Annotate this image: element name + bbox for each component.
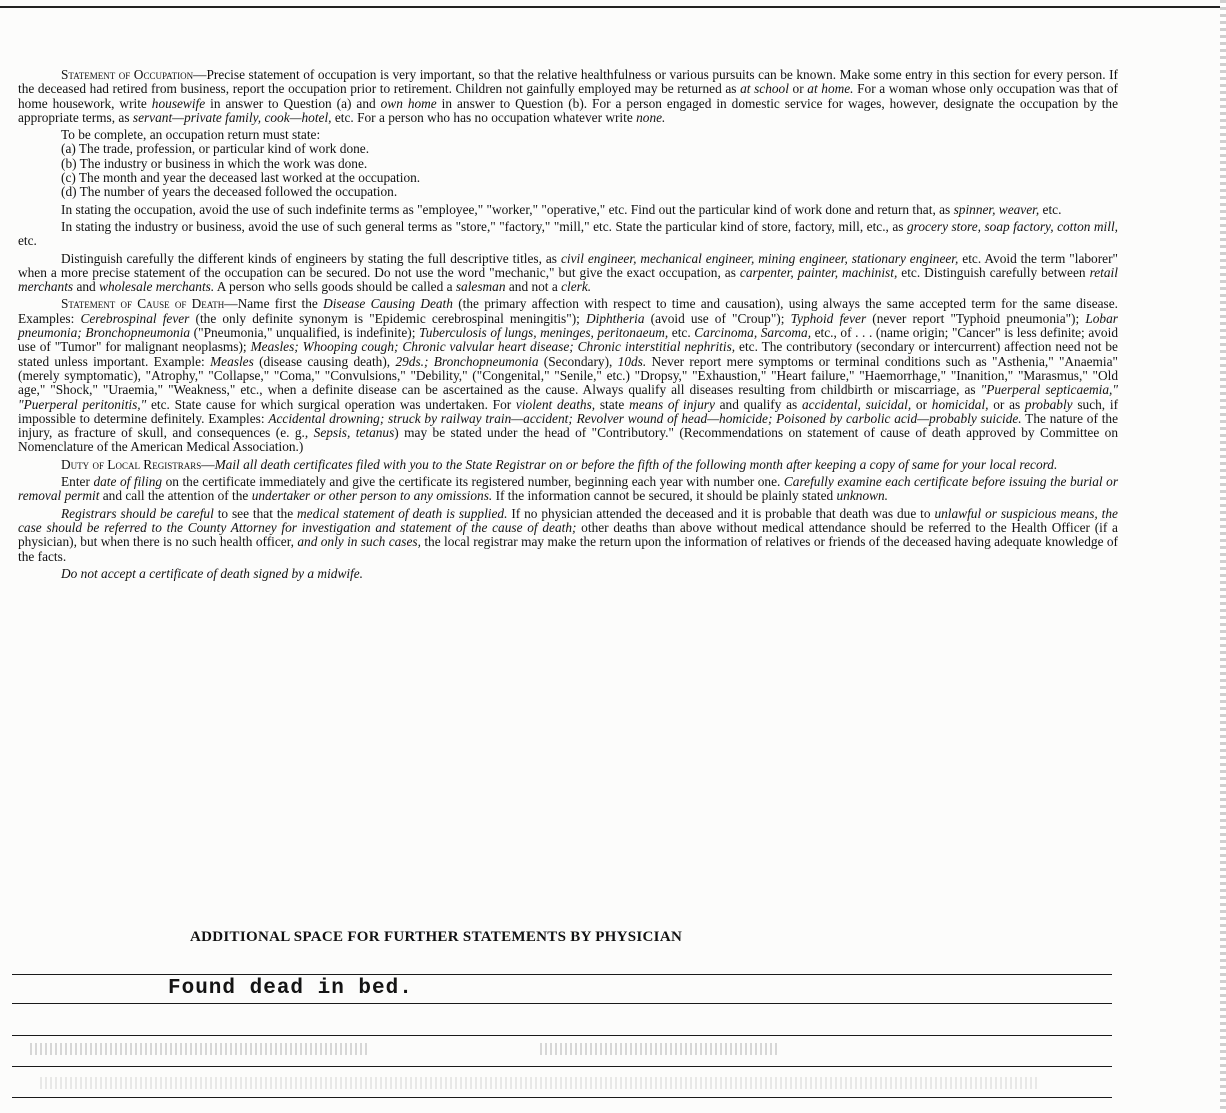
occupation-paragraph: Statement of Occupation—Precise statement of occupation is very important, so that the relative healthfulness or various pursuits can be known. Make some entry in this section for every person. If the deceased had retired from business, report the occupation prior to retirement. Children not gainfully employed may be returned as at school or at home. For a woman whose only occupation was that of home housework, write housewife in answer to Question (a) and own home in answer to Question (b). For a person engaged in domestic service for wages, however, designate the occupation by the appropriate terms, as servant—private family, cook—hotel, etc. For a person who has no occupation whatever write none. [18, 67, 1118, 125]
top-border-rule [0, 6, 1226, 8]
midwife-paragraph: Do not accept a certificate of death signed by a midwife. [61, 565, 364, 581]
occupation-label: Statement of Occupation [61, 67, 194, 82]
faded-scan-smudge [540, 1043, 780, 1055]
faded-scan-smudge [30, 1043, 370, 1055]
occupation-list-item-b: (b) The industry or business in which the work was done. [61, 155, 368, 171]
additional-space-heading: ADDITIONAL SPACE FOR FURTHER STATEMENTS BY PHYSICIAN [190, 929, 683, 945]
industry-paragraph: In stating the industry or business, avoid the use of such general terms as "store," "factory," "mill," etc. State the particular kind of store, factory, mill, etc., as grocery store, soap factory, cotton mill, etc. [18, 218, 1119, 249]
cause-of-death-label: Statement of Cause of Death [61, 296, 225, 312]
entry-line-2 [12, 1035, 1112, 1036]
instructions-text [18, 68, 1118, 584]
occupation-list-item-a: (a) The trade, profession, or particular kind of work done. [61, 141, 370, 157]
indefinite-terms-paragraph: In stating the occupation, avoid the use of such indefinite terms as "employee," "worker," "operative," etc. Find out the particular kind of work done and return that, as spinner, weaver, etc. [61, 201, 1062, 217]
cause-of-death-paragraph: Statement of Cause of Death—Name first the Disease Causing Death (the primary affection with respect to time and causation), using always the same accepted term for the same disease. Examples: Cerebrospinal fever (the only definite synonym is "Epidemic cerebrospinal meningitis"); Diphtheria (avoid use of "Croup"); Typhoid fever (never report "Typhoid pneumonia"); Lobar pneumonia; Bronchopneumonia ("Pneumonia," unqualified, is indefinite); Tuberculosis of lungs, meninges, peritonaeum, etc. Carcinoma, Sarcoma, etc., of . . . (name origin; "Cancer" is less definite; avoid use of "Tumor" for malignant neoplasms); Measles; Whooping cough; Chronic valvular heart disease; Chronic interstitial nephritis, etc. The contributory (secondary or intercurrent) affection need not be stated unless important. Example: Measles (disease causing death), 29ds.; Bronchopneumonia (Secondary), 10ds. Never report mere symptoms or terminal conditions such as "Asthenia," "Anaemia" (merely symptomatic), "Atrophy," "Collapse," "Coma," "Convulsions," "Debility," ("Congenital," "Senile," etc.) "Dropsy," "Exhaustion," "Heart failure," "Haemorrhage," "Inanition," "Marasmus," "Old age," "Shock," "Uraemia," "Weakness," etc., when a definite disease can be ascertained as the cause. Always qualify all diseases resulting from childbirth or miscarriage, as "Puerperal septicaemia," "Puerperal peritonitis," etc. State cause for which surgical operation was undertaken. For violent deaths, state means of injury and qualify as accidental, suicidal, or homicidal, or as probably such, if impossible to determine definitely. Examples: Accidental drowning; struck by railway train—accident; Revolver wound of head—homicide; Poisoned by carbolic acid—probably suicide. The nature of the injury, as fracture of skull, and consequences (e. g., Sepsis, tetanus) may be stated under the head of "Contributory." (Recommendations on statement of cause of death approved by Committee on Nomenclature of the American Medical Association.) [18, 296, 1119, 455]
occupation-list-intro: To be complete, an occupation return must state: [61, 127, 321, 143]
physician-statement-entry: Found dead in bed. [168, 977, 413, 1000]
right-edge-scan-border [1220, 0, 1226, 1113]
occupation-list-item-c: (c) The month and year the deceased last worked at the occupation. [61, 170, 421, 186]
date-of-filing-paragraph: Enter date of filing on the certificate immediately and give the certificate its registered number, beginning each year with number one. Carefully examine each certificate before issuing the burial or removal permit and call the attention of the undertaker or other person to any omissions. If the information cannot be secured, it should be plainly stated unknown. [18, 474, 1119, 504]
entry-line-3 [12, 1066, 1112, 1067]
registrars-duty-paragraph: Duty of Local Registrars—Mail all death certificates filed with you to the State Registrar on or before the fifth of the following month after keeping a copy of same for your local record. [61, 456, 1058, 472]
entry-line-1 [12, 1003, 1112, 1004]
registrars-label: Duty of Local Registrars [61, 456, 202, 472]
medical-statement-paragraph: Registrars should be careful to see that the medical statement of death is supplied. If no physician attended the deceased and it is probable that death was due to unlawful or suspicious means, the case should be referred to the County Attorney for investigation and statement of the cause of death; other deaths than above without medical attendance should be referred to the Health Officer (if a physician), but when there is no such health officer, and only in such cases, the local registrar may make the return upon the information of relatives or friends of the deceased having adequate knowledge of the facts. [18, 505, 1118, 564]
entry-line-4 [12, 1097, 1112, 1098]
occupation-list-item-d: (d) The number of years the deceased followed the occupation. [61, 184, 398, 200]
faded-scan-smudge [40, 1077, 1040, 1089]
entry-line-1-top-rule [12, 974, 1112, 975]
engineers-paragraph: Distinguish carefully the different kinds of engineers by stating the full descriptive titles, as civil engineer, mechanical engineer, mining engineer, stationary engineer, etc. Avoid the term "laborer" when a more precise statement of the occupation can be secured. Do not use the word "mechanic," but give the exact occupation, as carpenter, painter, machinist, etc. Distinguish carefully between retail merchants and wholesale merchants. A person who sells goods should be called a salesman and not a clerk. [18, 250, 1118, 295]
